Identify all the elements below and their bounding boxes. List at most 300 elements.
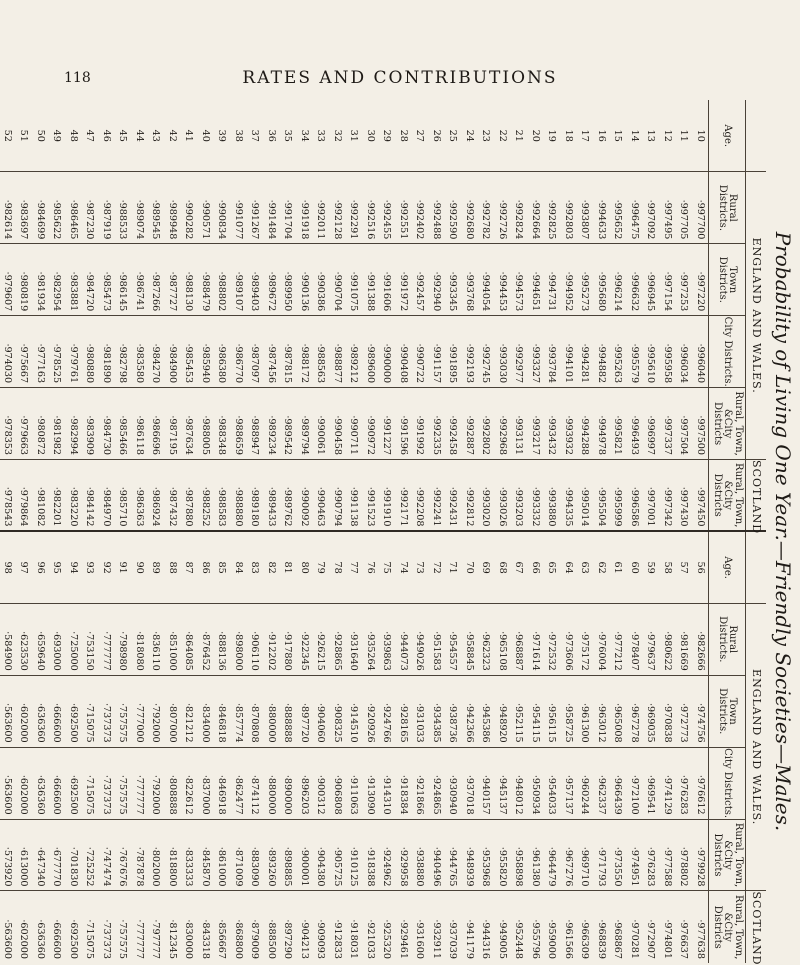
rate-cell: ·968867 bbox=[612, 919, 624, 959]
rate-cell: ·997154 bbox=[659, 244, 676, 316]
rate-cell: ·822612 bbox=[180, 747, 197, 819]
rate-cell: ·987634 bbox=[180, 388, 197, 460]
rate-cell: ·897290 bbox=[282, 919, 294, 959]
rate-cell: ·973606 bbox=[560, 603, 577, 675]
rate-cell: ·948012 bbox=[510, 747, 527, 819]
rate-cell: ·982666 bbox=[692, 603, 709, 675]
age-cell: 20 bbox=[527, 100, 544, 172]
rate-cell: ·623530 bbox=[15, 603, 32, 675]
column-header: Town Districts. bbox=[709, 675, 746, 747]
rate-cell: ·833333 bbox=[180, 819, 197, 891]
rate-cell: ·924865 bbox=[428, 747, 445, 819]
rate-cell: ·969035 bbox=[642, 675, 659, 747]
rate-cell: ·777777 bbox=[134, 919, 145, 959]
rate-cell: ·983881 bbox=[65, 244, 82, 316]
rate-cell: ·983220 bbox=[65, 460, 82, 532]
rate-cell: ·992802 bbox=[477, 388, 494, 460]
rotated-table-area bbox=[0, 100, 800, 963]
rate-cell: ·985473 bbox=[98, 244, 115, 316]
rate-cell: ·666600 bbox=[48, 747, 65, 819]
rate-cell: ·991523 bbox=[362, 460, 379, 532]
rate-cell: ·913090 bbox=[362, 747, 379, 819]
rate-cell: ·994335 bbox=[560, 460, 577, 532]
rate-cell: ·992128 bbox=[329, 172, 346, 244]
rate-cell: ·992590 bbox=[444, 172, 461, 244]
rate-cell: ·958898 bbox=[510, 819, 527, 891]
rate-cell: ·914510 bbox=[345, 675, 362, 747]
rate-cell: ·647340 bbox=[32, 819, 49, 891]
rate-cell: ·992664 bbox=[527, 172, 544, 244]
rate-cell: ·984270 bbox=[147, 316, 164, 388]
rate-cell: ·974756 bbox=[692, 675, 709, 747]
rate-cell: ·949005 bbox=[497, 919, 508, 959]
table-row bbox=[692, 100, 709, 963]
rate-cell: ·981890 bbox=[98, 316, 115, 388]
rate-cell: ·945386 bbox=[477, 675, 494, 747]
table-row bbox=[98, 100, 115, 963]
rate-cell: ·956115 bbox=[543, 675, 560, 747]
rate-cell: ·992335 bbox=[428, 388, 445, 460]
rate-cell: ·890000 bbox=[279, 747, 296, 819]
column-header: Rural, Town, &City Districts bbox=[709, 460, 746, 532]
age-cell: 21 bbox=[510, 100, 527, 172]
age-cell: 45 bbox=[114, 100, 131, 172]
rate-cell: ·992193 bbox=[461, 316, 478, 388]
rate-cell: ·990463 bbox=[312, 460, 329, 532]
rate-cell: ·976283 bbox=[642, 819, 659, 891]
rate-cell: ·990061 bbox=[312, 388, 329, 460]
rate-cell: ·989762 bbox=[279, 460, 296, 532]
table-row bbox=[560, 100, 577, 963]
rate-cell: ·986741 bbox=[131, 244, 148, 316]
rate-cell: ·613000 bbox=[15, 819, 32, 891]
rate-cell: ·980872 bbox=[32, 388, 49, 460]
rate-cell: ·970838 bbox=[659, 675, 676, 747]
table-row bbox=[510, 100, 527, 963]
rate-cell: ·870808 bbox=[246, 675, 263, 747]
rate-cell: ·991138 bbox=[345, 460, 362, 532]
rate-cell: ·888136 bbox=[213, 603, 230, 675]
rate-cell: ·986770 bbox=[230, 316, 247, 388]
rate-cell: ·992782 bbox=[477, 172, 494, 244]
age-cell: 69 bbox=[477, 531, 494, 603]
age-cell: 35 bbox=[279, 100, 296, 172]
table-row bbox=[609, 100, 626, 963]
age-cell: 28 bbox=[395, 100, 412, 172]
rate-cell: ·979761 bbox=[65, 316, 82, 388]
rate-cell: ·980880 bbox=[81, 316, 98, 388]
rate-cell: ·991077 bbox=[230, 172, 247, 244]
group-header: ENGLAND AND WALES. bbox=[746, 603, 767, 891]
rate-cell: ·996586 bbox=[626, 460, 643, 532]
age-cell: 57 bbox=[675, 531, 692, 603]
age-cell: 87 bbox=[180, 531, 197, 603]
rate-cell: ·843318 bbox=[200, 919, 211, 959]
rate-cell: ·992171 bbox=[395, 460, 412, 532]
table-row bbox=[494, 100, 511, 963]
rate-cell: ·992968 bbox=[494, 388, 511, 460]
rate-cell: ·992516 bbox=[362, 172, 379, 244]
rate-cell: ·995680 bbox=[593, 244, 610, 316]
rate-cell: ·928865 bbox=[329, 603, 346, 675]
rate-cell: ·693000 bbox=[48, 603, 65, 675]
rate-cell: ·753150 bbox=[81, 603, 98, 675]
table-row bbox=[659, 100, 676, 963]
column-header: Age. bbox=[709, 100, 746, 172]
rate-cell: ·972100 bbox=[626, 747, 643, 819]
table-row bbox=[48, 100, 65, 963]
table-row bbox=[527, 100, 544, 963]
rate-cell: ·989433 bbox=[263, 460, 280, 532]
age-cell: 96 bbox=[32, 531, 49, 603]
table-row bbox=[65, 100, 82, 963]
column-header: Rural Districts. bbox=[709, 603, 746, 675]
age-cell: 93 bbox=[81, 531, 98, 603]
rate-cell: ·888500 bbox=[266, 919, 277, 959]
table-column-header-row bbox=[709, 100, 746, 963]
rate-cell: ·966439 bbox=[609, 747, 626, 819]
age-cell: 42 bbox=[164, 100, 181, 172]
rate-cell: ·980622 bbox=[659, 603, 676, 675]
rate-cell: ·994978 bbox=[593, 388, 610, 460]
rate-cell: ·777000 bbox=[131, 675, 148, 747]
age-cell: 37 bbox=[246, 100, 263, 172]
rate-cell: ·802000 bbox=[147, 819, 164, 891]
age-cell: 80 bbox=[296, 531, 313, 603]
age-cell: 90 bbox=[131, 531, 148, 603]
rate-cell: ·997342 bbox=[659, 460, 676, 532]
rate-cell: ·987266 bbox=[147, 244, 164, 316]
column-header: Rural, Town, &City Districts bbox=[709, 891, 746, 963]
rate-cell: ·856667 bbox=[216, 919, 228, 959]
rate-cell: ·991388 bbox=[362, 244, 379, 316]
rate-cell: ·995273 bbox=[576, 244, 593, 316]
rate-cell: ·992887 bbox=[461, 388, 478, 460]
rate-cell: ·924962 bbox=[378, 819, 395, 891]
table-row bbox=[543, 100, 560, 963]
age-cell: 76 bbox=[362, 531, 379, 603]
age-cell: 78 bbox=[329, 531, 346, 603]
rate-cell: ·986924 bbox=[147, 460, 164, 532]
table-row bbox=[114, 100, 131, 963]
rate-cell: ·925320 bbox=[381, 919, 393, 959]
rate-cell: ·986380 bbox=[213, 316, 230, 388]
rate-cell: ·992977 bbox=[510, 316, 527, 388]
rate-cell: ·987456 bbox=[263, 316, 280, 388]
rate-cell: ·987880 bbox=[180, 460, 197, 532]
rate-cell: ·918388 bbox=[362, 819, 379, 891]
rate-cell: ·991972 bbox=[395, 244, 412, 316]
rate-cell: ·987919 bbox=[98, 172, 115, 244]
age-cell: 32 bbox=[329, 100, 346, 172]
rate-cell: ·958725 bbox=[560, 675, 577, 747]
rate-cell: ·563600 bbox=[0, 747, 15, 819]
age-cell: 84 bbox=[230, 531, 247, 603]
rate-cell: ·807000 bbox=[164, 675, 181, 747]
age-cell: 72 bbox=[428, 531, 445, 603]
column-header: City Districts. bbox=[709, 747, 746, 819]
rate-cell: ·989950 bbox=[279, 244, 296, 316]
rate-cell: ·970281 bbox=[629, 919, 640, 959]
page-header bbox=[0, 60, 800, 100]
column-header: Town Districts. bbox=[709, 244, 746, 316]
rate-cell: ·989074 bbox=[131, 172, 148, 244]
rate-cell: ·991484 bbox=[263, 172, 280, 244]
rate-cell: ·938736 bbox=[444, 675, 461, 747]
age-cell: 97 bbox=[15, 531, 32, 603]
rate-cell: ·991910 bbox=[378, 460, 395, 532]
rate-cell: ·715075 bbox=[84, 919, 96, 959]
rate-cell: ·994882 bbox=[593, 316, 610, 388]
age-cell: 62 bbox=[593, 531, 610, 603]
rate-cell: ·978353 bbox=[0, 388, 15, 460]
rate-cell: ·993432 bbox=[543, 388, 560, 460]
rate-cell: ·978407 bbox=[626, 603, 643, 675]
rate-cell: ·757575 bbox=[114, 747, 131, 819]
table-row bbox=[675, 100, 692, 963]
age-cell: 68 bbox=[494, 531, 511, 603]
table-row bbox=[345, 100, 362, 963]
rate-cell: ·968887 bbox=[510, 603, 527, 675]
age-cell: 67 bbox=[510, 531, 527, 603]
rate-cell: ·992825 bbox=[543, 172, 560, 244]
table-row bbox=[461, 100, 478, 963]
age-cell: 16 bbox=[593, 100, 610, 172]
rate-cell: ·991227 bbox=[378, 388, 395, 460]
rate-cell: ·954115 bbox=[527, 675, 544, 747]
rate-cell: ·988583 bbox=[213, 460, 230, 532]
rate-cell: ·987097 bbox=[246, 316, 263, 388]
rate-cell: ·984900 bbox=[164, 316, 181, 388]
rate-cell: ·989234 bbox=[263, 388, 280, 460]
rate-cell: ·992457 bbox=[411, 244, 428, 316]
rate-cell: ·931600 bbox=[414, 919, 426, 959]
rate-cell: ·777777 bbox=[98, 603, 115, 675]
rate-cell: ·990972 bbox=[362, 388, 379, 460]
rate-cell: ·994651 bbox=[527, 244, 544, 316]
age-cell: 94 bbox=[65, 531, 82, 603]
rate-cell: ·976004 bbox=[593, 603, 610, 675]
rate-cell: ·830000 bbox=[183, 919, 195, 959]
rate-cell: ·955796 bbox=[530, 919, 541, 959]
rate-cell: ·921033 bbox=[365, 919, 376, 959]
rate-cell: ·798980 bbox=[114, 603, 131, 675]
rate-cell: ·992745 bbox=[477, 316, 494, 388]
rate-cell: ·944765 bbox=[444, 819, 461, 891]
rate-cell: ·967276 bbox=[560, 819, 577, 891]
age-cell: 86 bbox=[197, 531, 214, 603]
rate-cell: ·992402 bbox=[411, 172, 428, 244]
rate-cell: ·982954 bbox=[48, 244, 65, 316]
rate-cell: ·948920 bbox=[494, 675, 511, 747]
rate-cell: ·982798 bbox=[114, 316, 131, 388]
age-cell: 91 bbox=[114, 531, 131, 603]
rate-cell: ·584900 bbox=[0, 603, 15, 675]
rate-cell: ·846918 bbox=[213, 747, 230, 819]
table-row bbox=[296, 100, 313, 963]
rate-cell: ·990458 bbox=[329, 388, 346, 460]
age-cell: 92 bbox=[98, 531, 115, 603]
rate-cell: ·997450 bbox=[692, 460, 709, 532]
rate-cell: ·993768 bbox=[461, 244, 478, 316]
rate-cell: ·715075 bbox=[81, 747, 98, 819]
rate-cell: ·944073 bbox=[395, 603, 412, 675]
rate-cell: ·937018 bbox=[461, 747, 478, 819]
rate-cell: ·821212 bbox=[180, 675, 197, 747]
age-cell: 64 bbox=[560, 531, 577, 603]
rate-cell: ·995579 bbox=[626, 316, 643, 388]
rate-cell: ·976283 bbox=[675, 747, 692, 819]
table-row bbox=[213, 100, 230, 963]
rate-cell: ·924766 bbox=[378, 675, 395, 747]
rate-cell: ·990834 bbox=[213, 172, 230, 244]
rate-cell: ·995821 bbox=[609, 388, 626, 460]
rate-cell: ·995652 bbox=[609, 172, 626, 244]
rate-cell: ·959000 bbox=[546, 919, 558, 959]
rate-cell: ·952448 bbox=[513, 919, 525, 959]
rate-cell: ·659640 bbox=[32, 603, 49, 675]
rate-cell: ·692500 bbox=[65, 675, 82, 747]
age-cell: 31 bbox=[345, 100, 362, 172]
rate-cell: ·994288 bbox=[576, 388, 593, 460]
table-row bbox=[147, 100, 164, 963]
rate-cell: ·993030 bbox=[494, 316, 511, 388]
rate-cell: ·984142 bbox=[81, 460, 98, 532]
rate-cell: ·987727 bbox=[164, 244, 181, 316]
rate-cell: ·996945 bbox=[642, 244, 659, 316]
rate-cell: ·994101 bbox=[560, 316, 577, 388]
rate-cell: ·954557 bbox=[444, 603, 461, 675]
column-header: Rural, Town, &City Districts bbox=[709, 819, 746, 891]
rate-cell: ·984730 bbox=[98, 388, 115, 460]
rate-cell: ·986696 bbox=[147, 388, 164, 460]
rate-cell: ·974030 bbox=[0, 316, 15, 388]
rate-cell: ·914310 bbox=[378, 747, 395, 819]
rate-cell: ·941179 bbox=[464, 919, 475, 959]
rate-cell: ·888888 bbox=[279, 675, 296, 747]
rate-cell: ·974801 bbox=[662, 919, 673, 959]
rate-cell: ·997430 bbox=[675, 460, 692, 532]
rate-cell: ·966309 bbox=[579, 919, 591, 959]
group-header bbox=[746, 531, 767, 603]
rate-cell: ·988348 bbox=[213, 388, 230, 460]
rate-cell: ·989672 bbox=[263, 244, 280, 316]
rate-cell: ·974129 bbox=[659, 747, 676, 819]
rate-cell: ·876452 bbox=[197, 603, 214, 675]
column-header: Rural Districts. bbox=[709, 172, 746, 244]
rate-cell: ·992455 bbox=[378, 172, 395, 244]
rate-cell: ·962337 bbox=[593, 747, 610, 819]
group-header: SCOTLAND bbox=[746, 460, 767, 532]
rate-cell: ·997001 bbox=[642, 460, 659, 532]
rate-cell: ·973550 bbox=[609, 819, 626, 891]
rate-cell: ·990794 bbox=[329, 460, 346, 532]
rate-cell: ·996034 bbox=[675, 316, 692, 388]
rate-cell: ·961566 bbox=[563, 919, 574, 959]
rate-cell: ·957137 bbox=[560, 747, 577, 819]
rate-cell: ·997705 bbox=[675, 172, 692, 244]
rate-cell: ·906110 bbox=[246, 603, 263, 675]
rate-cell: ·988172 bbox=[296, 316, 313, 388]
rate-cell: ·985466 bbox=[114, 388, 131, 460]
rate-cell: ·988479 bbox=[197, 244, 214, 316]
age-cell: 70 bbox=[461, 531, 478, 603]
rate-cell: ·900001 bbox=[296, 819, 313, 891]
rate-cell: ·953968 bbox=[477, 819, 494, 891]
table-row bbox=[395, 100, 412, 963]
rate-cell: ·857774 bbox=[230, 675, 247, 747]
age-cell: 13 bbox=[642, 100, 659, 172]
rate-cell: ·949026 bbox=[411, 603, 428, 675]
rate-cell: ·992812 bbox=[461, 460, 478, 532]
rate-cell: ·602000 bbox=[15, 747, 32, 819]
rate-cell: ·996475 bbox=[626, 172, 643, 244]
rate-cell: ·906808 bbox=[329, 747, 346, 819]
age-cell: 27 bbox=[411, 100, 428, 172]
rate-cell: ·965008 bbox=[609, 675, 626, 747]
rate-cell: ·692500 bbox=[68, 919, 79, 959]
rate-cell: ·988563 bbox=[312, 316, 329, 388]
rate-cell: ·851000 bbox=[164, 603, 181, 675]
age-cell: 23 bbox=[477, 100, 494, 172]
rate-cell: ·985622 bbox=[48, 172, 65, 244]
rate-cell: ·979663 bbox=[15, 388, 32, 460]
rate-cell: ·992488 bbox=[428, 172, 445, 244]
table-row bbox=[197, 100, 214, 963]
rate-cell: ·992726 bbox=[494, 172, 511, 244]
rate-cell: ·987230 bbox=[81, 172, 98, 244]
table-row bbox=[576, 100, 593, 963]
rate-cell: ·996493 bbox=[626, 388, 643, 460]
age-cell: 46 bbox=[98, 100, 115, 172]
age-cell: 60 bbox=[626, 531, 643, 603]
rate-cell: ·818080 bbox=[131, 603, 148, 675]
rate-cell: ·975172 bbox=[576, 603, 593, 675]
rate-cell: ·981669 bbox=[675, 603, 692, 675]
age-cell: 15 bbox=[609, 100, 626, 172]
rate-cell: ·992291 bbox=[345, 172, 362, 244]
rate-cell: ·984699 bbox=[32, 172, 49, 244]
rate-cell: ·864085 bbox=[180, 603, 197, 675]
rate-cell: ·992208 bbox=[411, 460, 428, 532]
rate-cell: ·989600 bbox=[362, 316, 379, 388]
rate-cell: ·991075 bbox=[345, 244, 362, 316]
rate-cell: ·918384 bbox=[395, 747, 412, 819]
table-row bbox=[32, 100, 49, 963]
rate-cell: ·981982 bbox=[48, 388, 65, 460]
age-cell: 98 bbox=[0, 531, 15, 603]
rate-cell: ·981934 bbox=[32, 244, 49, 316]
rate-cell: ·988880 bbox=[230, 460, 247, 532]
rate-cell: ·747474 bbox=[98, 819, 115, 891]
age-cell: 79 bbox=[312, 531, 329, 603]
rate-cell: ·677770 bbox=[48, 819, 65, 891]
rate-cell: ·954033 bbox=[543, 747, 560, 819]
rate-cell: ·921866 bbox=[411, 747, 428, 819]
rate-cell: ·958845 bbox=[461, 603, 478, 675]
age-cell: 66 bbox=[527, 531, 544, 603]
group-header: ENGLAND AND WALES. bbox=[746, 172, 767, 460]
rate-cell: ·948939 bbox=[461, 819, 478, 891]
rate-cell: ·636360 bbox=[32, 747, 49, 819]
rate-cell: ·994573 bbox=[510, 244, 527, 316]
rate-cell: ·982994 bbox=[65, 388, 82, 460]
rate-cell: ·992803 bbox=[560, 172, 577, 244]
age-cell: 74 bbox=[395, 531, 412, 603]
rate-cell: ·977588 bbox=[659, 819, 676, 891]
rate-cell: ·990408 bbox=[395, 316, 412, 388]
age-cell: 44 bbox=[131, 100, 148, 172]
